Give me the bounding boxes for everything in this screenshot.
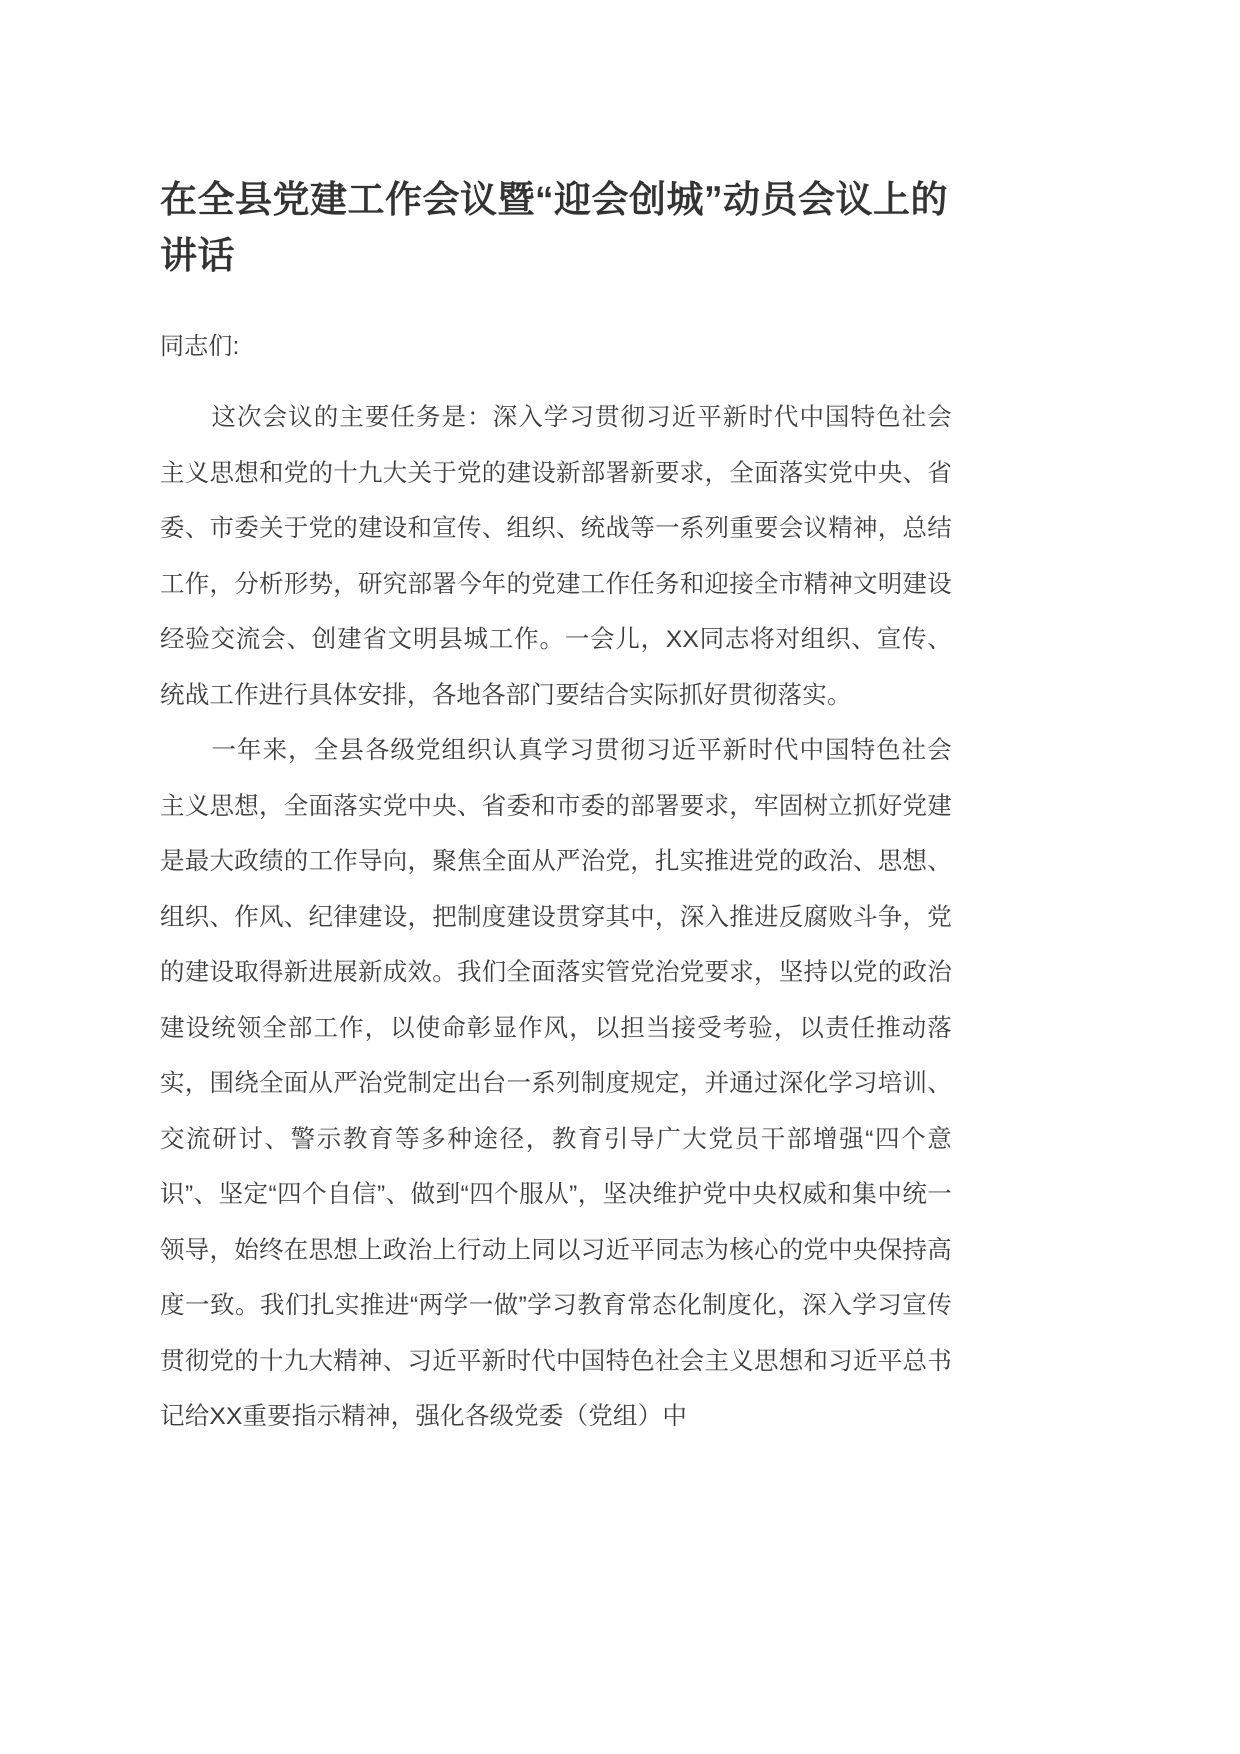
page-title: 在全县党建工作会议暨“迎会创城”动员会议上的讲话 xyxy=(160,179,948,276)
body-paragraph-1: 这次会议的主要任务是：深入学习贯彻习近平新时代中国特色社会主义思想和党的十九大关于党的建设新部署新要求，全面落实党中央、省委、市委关于党的建设和宣传、组织、统战等一系列重要会议精神，总结工作，分析形势，研究部署今年的党建工作任务和迎接全市精神文明建设经验交流会、创建省文明县城工作。一会儿，XX同志将对组织、宣传、统战工作进行具体安排，各地各部门要结合实际抓好贯彻落实。 xyxy=(160,404,952,709)
salutation: 同志们: xyxy=(160,333,240,360)
body-paragraph-2: 一年来，全县各级党组织认真学习贯彻习近平新时代中国特色社会主义思想，全面落实党中央、省委和市委的部署要求，牢固树立抓好党建是最大政绩的工作导向，聚焦全面从严治党，扎实推进党的政治、思想、组织、作风、纪律建设，把制度建设贯穿其中，深入推进反腐败斗争，党的建设取得新进展新成效。我们全面落实管党治党要求，坚持以党的政治建设统领全部工作，以使命彰显作风，以担当接受考验，以责任推动落实，围绕全面从严治党制定出台一系列制度规定，并通过深化学习培训、交流研讨、警示教育等多种途径，教育引导广大党员干部增强“四个意识”、坚定“四个自信”、做到“四个服从”，坚决维护党中央权威和集中统一领导，始终在思想上政治上行动上同以习近平同志为核心的党中央保持高度一致。我们扎实推进“两学一做”学习教育常态化制度化，深入学习宣传贯彻党的十九大精神、习近平新时代中国特色社会主义思想和习近平总书记给XX重要指示精神，强化各级党委（党组）中 xyxy=(160,737,952,1430)
document-content xyxy=(160,0,952,1445)
